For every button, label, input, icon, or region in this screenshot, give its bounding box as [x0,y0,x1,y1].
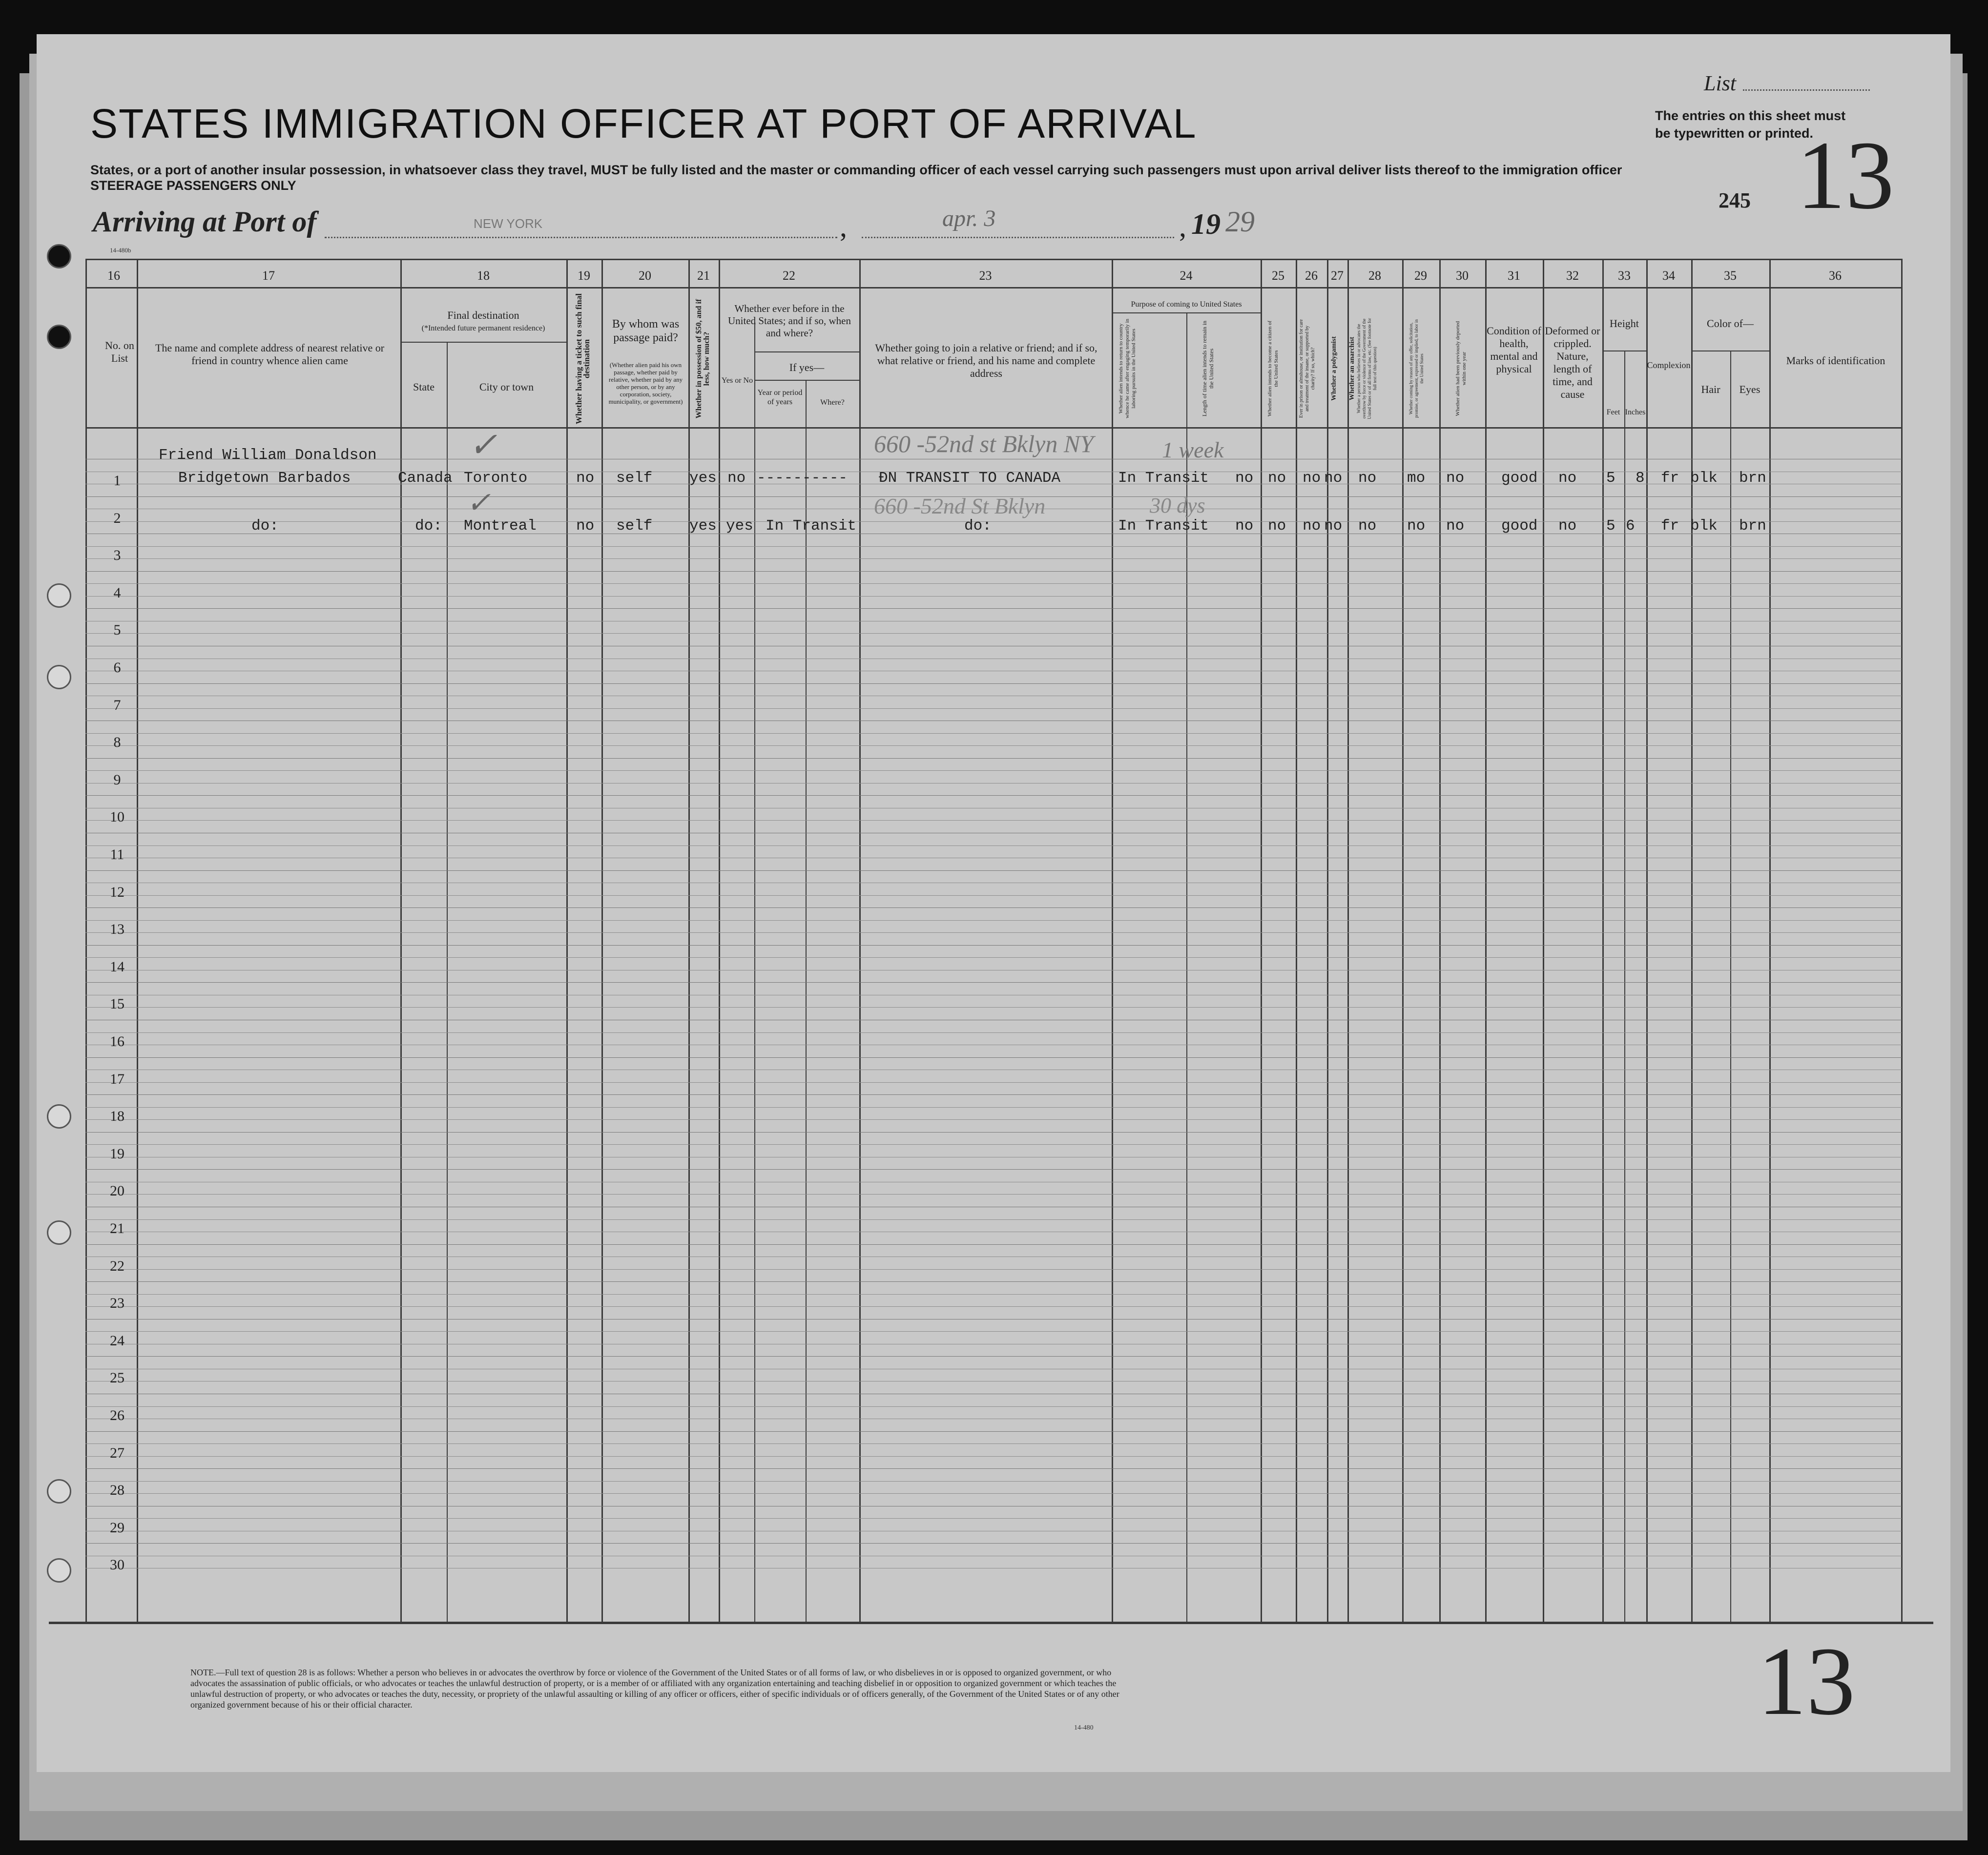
row-rule [85,1518,1902,1519]
row-rule [85,1007,1902,1008]
row-number: 5 [113,622,121,639]
subcolumn-divider [754,322,755,1622]
col-25-label: Whether alien intends to become a citizen of the United States [1267,320,1279,417]
col-31-deported-label: Whether alien had been previously deported within one year [1455,321,1467,416]
col-20-sublabel: (Whether alien paid his own passage, whether paid by relative, whether paid by any other person, or by any corporation, society, municipality, or government) [608,361,683,405]
row-rule [85,733,1902,734]
row-rule [85,1306,1902,1307]
row1-city: Toronto [464,470,528,487]
row-number: 6 [113,660,121,676]
row-rule [85,845,1902,846]
row-rule [85,1269,1902,1270]
col-num-32: 32 [1566,268,1579,283]
row2-joining: do: [964,517,992,535]
col-17-label: The name and complete address of nearest relative or friend in country whence alien came [155,342,385,367]
col-num-22: 22 [783,268,795,283]
row-rule [85,1468,1902,1469]
handwritten-sheet-number: 13 [1797,122,1894,229]
punch-hole [47,1104,71,1129]
col-36-label: Marks of identification [1786,354,1885,367]
row-number: 24 [110,1332,124,1349]
col-num-21: 21 [697,268,710,283]
row-number: 22 [110,1257,124,1274]
row2-eyes: brn [1739,517,1766,535]
row1-deported: no [1446,470,1465,487]
row2-city: Montreal [464,517,537,535]
row2-inches: 6 [1626,517,1635,535]
col-35-sub-border [1691,350,1769,351]
row-rule [85,1543,1902,1544]
col-num-30: 30 [1456,268,1469,283]
col-num-35: 35 [1724,268,1737,283]
row2-length-handwritten: 30 dys [1150,494,1205,517]
row1-prison: no [1268,470,1286,487]
year-prefix: 19 [1191,208,1221,240]
row1-hair: blk [1690,470,1718,487]
column-divider [1296,259,1297,1622]
row2-relative-name: do: [251,517,279,535]
row-rule [85,1331,1902,1332]
row-number: 10 [110,809,124,825]
row-rule [85,1356,1902,1357]
row-number: 30 [110,1557,124,1573]
row2-overthrow: no [1358,517,1377,535]
col-24-label: Purpose of coming to United States [1131,300,1242,309]
column-divider [1769,259,1771,1622]
table-bottom-border [49,1622,1933,1624]
date-dotted-line [862,237,1174,238]
col-16-label: No. on List [105,339,134,364]
row2-ticket: no [576,517,595,535]
row-rule [85,1244,1902,1245]
col-22-yesno-label: Yes or No [721,376,753,385]
row-rule [85,907,1902,908]
row1-state: Canada [398,470,453,487]
row-rule [85,770,1902,771]
row-number: 19 [110,1145,124,1162]
col-21-label: Whether in possession of $50, and if less, how much? [695,299,711,419]
row-rule [85,583,1902,584]
row-rule [85,1431,1902,1432]
row-rule [85,596,1902,597]
row-rule [85,558,1902,559]
row-rule [85,895,1902,896]
row2-citizen: no [1235,517,1254,535]
col-22-ifyes-label: If yes— [789,361,825,373]
row-rule [85,957,1902,958]
arrival-year: 29 [1225,206,1255,238]
column-divider [719,259,720,1622]
row-number: 14 [110,958,124,975]
row1-before-where: ---------- [757,470,848,487]
header-bottom-border [85,427,1902,429]
col-num-19: 19 [578,268,590,283]
column-divider [1901,259,1903,1622]
row-number: 26 [110,1407,124,1423]
col-22-where-label: Where? [820,398,845,407]
col-num-27: 27 [1331,268,1344,283]
row-number: 12 [110,884,124,900]
punch-hole [47,1479,71,1504]
col-22-label: Whether ever before in the United States; and if so, when and where? [728,303,851,339]
row1-city-check: ✓ [469,427,497,464]
list-label: List [1704,71,1737,95]
row-rule [85,1057,1902,1058]
col-22-sub-border-2 [754,380,859,381]
row-rule [85,745,1902,746]
col-18-label: Final destination [447,309,519,321]
row1-paid-by: self [616,470,653,487]
arrival-date: apr. 3 [942,206,996,231]
col-30-label: Whether coming by reason of any offer, solicitation, promise, or agreement, expressed or implied, to labor in the United States [1408,319,1424,418]
punch-hole [47,583,71,608]
row-rule [85,683,1902,684]
col-num-25: 25 [1272,268,1284,283]
class-note: STEERAGE PASSENGERS ONLY [90,178,296,193]
row-rule [85,945,1902,946]
column-divider [85,259,87,1622]
row2-city-check: ✓ [466,487,491,519]
row-rule [85,1032,1902,1033]
col-22-sub-border [754,351,859,352]
col-19-label: Whether having a ticket to such final destination [574,293,591,424]
col-num-16: 16 [107,268,120,283]
punch-hole [47,1558,71,1583]
column-divider [400,259,402,1622]
col-20-label: By whom was passage paid? [612,318,680,344]
row1-polygamist: no [1303,470,1321,487]
punch-hole [47,325,71,349]
row-number: 4 [113,584,121,601]
col-33-inches-label: Inches [1625,408,1646,416]
row-rule [85,932,1902,933]
row-rule [85,1219,1902,1220]
row-rule [85,546,1902,547]
column-divider [1543,259,1544,1622]
col-35-eyes-label: Eyes [1739,383,1760,395]
col-32-label: Deformed or crippled. Nature, length of time, and cause [1545,325,1600,400]
sheet-number: 245 [1719,188,1751,212]
row2-prison: no [1268,517,1286,535]
row-rule [85,633,1902,634]
row-rule [85,708,1902,709]
row-number: 1 [113,473,121,489]
col-33-feet-label: Feet [1606,408,1620,416]
row1-eyes: brn [1739,470,1766,487]
row2-health: good [1501,517,1538,535]
row-rule [85,608,1902,609]
row-number: 7 [113,697,121,713]
row-number: 15 [110,996,124,1012]
col-24-length-label: Length of time alien intends to remain in the United States [1201,320,1215,417]
row2-polygamist: no [1303,517,1321,535]
col-num-36: 36 [1829,268,1842,283]
column-divider [1646,259,1648,1622]
col-18-sublabel: (*Intended future permanent residence) [421,324,545,332]
col-num-26: 26 [1305,268,1318,283]
row-rule [85,982,1902,983]
row2-joining-handwritten: 660 -52nd St Bklyn [874,494,1046,518]
col-num-20: 20 [639,268,651,283]
row-number: 9 [113,771,121,788]
row2-state: do: [415,517,442,535]
row2-before: yes [726,517,753,535]
column-divider [1327,259,1328,1622]
row2-complexion: fr [1661,517,1679,535]
row-number: 21 [110,1220,124,1237]
col-num-23: 23 [979,268,992,283]
row-rule [85,1144,1902,1145]
col-num-28: 28 [1368,268,1381,283]
row-rule [85,1094,1902,1095]
row-number: 25 [110,1370,124,1386]
col-18-sub-border [400,342,566,343]
row-rule [85,1294,1902,1295]
col-num-18: 18 [477,268,490,283]
row1-joining-handwritten: 660 -52nd st Bklyn NY [874,430,1094,457]
column-divider [601,259,603,1622]
column-divider [859,259,861,1622]
row1-complexion: fr [1661,470,1679,487]
subcolumn-divider [806,380,807,1622]
row-rule [85,1194,1902,1195]
row-number: 28 [110,1482,124,1499]
punch-hole [47,1220,71,1245]
form-code-bottom: 14-480 [1074,1724,1094,1731]
col-18-city-label: City or town [479,381,534,393]
row-rule [85,1132,1902,1133]
row-rule [85,1456,1902,1457]
port-name: NEW YORK [474,216,543,231]
row1-anarchist: no [1324,470,1343,487]
instruction-text: States, or a port of another insular possession, in whatsoever class they travel, MUST be fully listed and the master or commanding officer of each vessel carrying such passengers must upon arrival deliver lists thereof to the immigration officer [90,163,1622,177]
row-rule [85,1493,1902,1494]
row-rule [85,920,1902,921]
column-divider [688,259,690,1622]
table-top-border [85,259,1902,260]
row1-citizen: no [1235,470,1254,487]
manifest-sheet [37,34,1950,1772]
col-num-17: 17 [262,268,275,283]
col-18-state-label: State [413,381,435,393]
col-33-sub-border [1602,350,1646,351]
col-24-intend-label: Whether alien intends to return to country whence he came after engaging temporarily in laboring pursuits in the United States [1118,319,1137,419]
col-35-hair-label: Hair [1701,383,1720,395]
row-number: 23 [110,1295,124,1312]
list-dotted-line [1743,89,1870,91]
row-number: 17 [110,1071,124,1087]
entries-note-1: The entries on this sheet must [1655,108,1846,123]
row-rule [85,1481,1902,1482]
row2-before-where: In Transit [766,517,857,535]
row-number: 16 [110,1033,124,1050]
comma-2: , [1179,210,1186,243]
column-divider [1347,259,1349,1622]
col-27-label: Whether a polygamist [1330,336,1338,401]
row2-hair: blk [1690,517,1718,535]
row1-ticket: no [576,470,595,487]
row-rule [85,1119,1902,1120]
col-num-24: 24 [1180,268,1193,283]
row-number: 2 [113,510,121,526]
row-rule [85,1169,1902,1170]
row-number: 13 [110,921,124,938]
arriving-label: Arriving at Port of [93,206,317,238]
col-28-label: Whether an anarchist [1348,336,1356,401]
row1-deformed: no [1558,470,1577,487]
punch-hole [47,665,71,689]
row-number: 11 [110,846,124,863]
col-num-29: 29 [1414,268,1427,283]
row-rule [85,820,1902,821]
row-rule [85,758,1902,759]
row1-inches: 8 [1636,470,1645,487]
row2-anarchist: no [1324,517,1343,535]
comma-1: , [840,210,847,243]
row-rule [85,870,1902,871]
col-31-label: Condition of health, mental and physical [1487,325,1541,375]
row2-offer: no [1407,517,1426,535]
col-33-label: Height [1610,317,1639,330]
row-rule [85,571,1902,572]
col-24-sub-border [1112,312,1261,313]
column-divider [1691,259,1693,1622]
col-35-label: Color of— [1707,317,1754,330]
row-number: 29 [110,1519,124,1536]
row1-money: yes [689,470,717,487]
row-rule [85,795,1902,796]
row-number: 3 [113,547,121,564]
row-rule [85,1107,1902,1108]
handwritten-footer-number: 13 [1758,1628,1855,1735]
col-num-31: 31 [1508,268,1520,283]
column-divider [566,259,568,1622]
row1-health: good [1501,470,1538,487]
column-divider [1485,259,1487,1622]
row-rule [85,1082,1902,1083]
row2-money: yes [689,517,717,535]
header-number-border [85,287,1902,289]
row-number: 27 [110,1444,124,1461]
row1-relative-name: Friend William Donaldson [159,447,377,464]
col-num-33: 33 [1618,268,1631,283]
column-divider [1402,259,1404,1622]
row-number: 8 [113,734,121,751]
col-num-34: 34 [1662,268,1675,283]
col-29-label: Whether a person who believes in or advocates the overthrow by force or violence of the Government of the United States or of all forms of law, etc. (See footnote for full text of this question) [1356,318,1377,419]
row2-purpose: In Transit [1118,517,1209,535]
punch-hole [47,244,71,268]
row2-paid-by: self [616,517,653,535]
col-26-label: Ever in prison or almshouse, or institution for care and treatment of the insane, or supported by charity? If so, which? [1299,319,1316,418]
column-divider [1602,259,1604,1622]
form-code-top: 14-480b [110,247,131,254]
row1-offer: mo [1407,470,1426,487]
port-dotted-line [325,237,837,238]
row-rule [85,1281,1902,1282]
column-divider [1261,259,1262,1622]
row1-purpose: In Transit [1118,470,1209,487]
footnote-text: NOTE.—Full text of question 28 is as follows: Whether a person who believes in or advocates the overthrow by force or violence of the Government of the United States or of all forms of law, or who disbelieves in or is opposed to organized government, or who advocates the assassination of public officials, or who advocates or teaches the unlawful destruction of property, or is a member of or affiliated with any organization entertaining and teaching disbelief in or opposition to organized government or which teaches the unlawful destruction of property, or who advocates or teaches the duty, necessity, or propriety of the unlawful assaulting or killing of any officer or officers, either of specific individuals or of officers generally, of the Government of the United States or of any other organized government because of his or their official character. [190,1668,1119,1710]
col-23-label: Whether going to join a relative or friend; and if so, what relative or friend, and his name and complete address [875,342,1098,379]
row1-overthrow: no [1358,470,1377,487]
row2-deformed: no [1558,517,1577,535]
page-title: STATES IMMIGRATION OFFICER AT PORT OF ARRIVAL [90,101,1197,146]
row2-deported: no [1446,517,1465,535]
row1-feet: 5 [1606,470,1615,487]
column-divider [1439,259,1441,1622]
col-34-label: Complexion [1647,360,1691,370]
row1-before: no [727,470,746,487]
row-rule [85,1443,1902,1444]
row1-joining: ÐN TRANSIT TO CANADA [879,470,1061,487]
entries-note-2: be typewritten or printed. [1655,126,1814,141]
row2-feet: 5 [1606,517,1615,535]
col-22-year-label: Year or period of years [757,389,803,406]
row1-relative-address: Bridgetown Barbados [178,470,351,487]
row-rule [85,1406,1902,1407]
row-number: 20 [110,1183,124,1199]
column-divider [1112,259,1113,1622]
row-number: 18 [110,1108,124,1125]
row1-length-handwritten: 1 week [1162,437,1224,462]
